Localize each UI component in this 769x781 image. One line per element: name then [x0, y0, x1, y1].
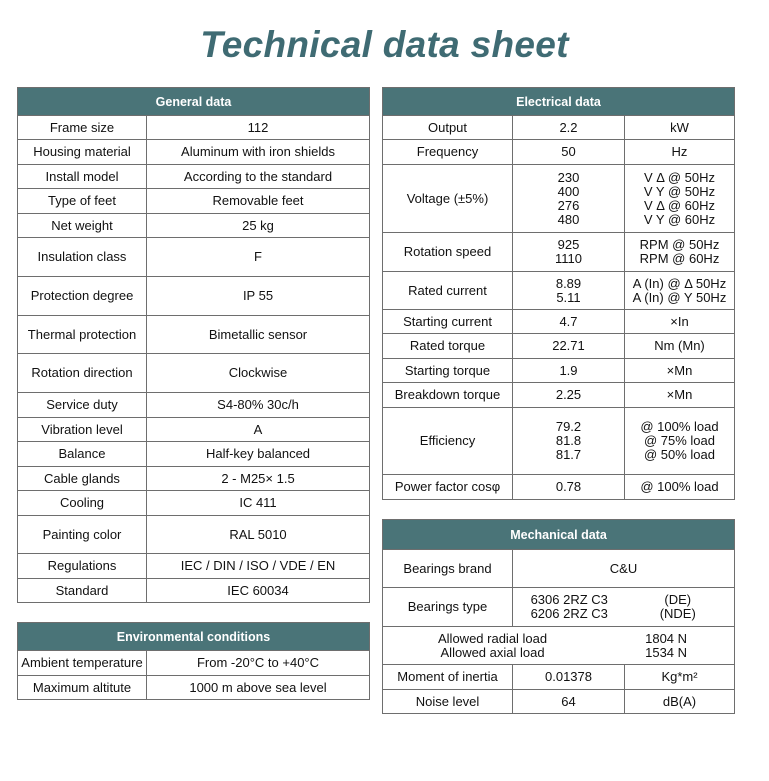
row-label: Type of feet	[18, 189, 147, 214]
table-row	[18, 393, 370, 418]
row-label: Cable glands	[18, 467, 147, 491]
row-label: Efficiency	[383, 408, 513, 475]
row-label: Service duty	[18, 393, 147, 418]
row-label: Moment of inertia	[383, 665, 513, 690]
row-value: 50	[513, 140, 625, 165]
row-values	[513, 272, 625, 310]
bearing-unit: (DE)	[664, 592, 692, 607]
load-label: Allowed radial load	[438, 630, 548, 646]
environmental-header: Environmental conditions	[18, 623, 370, 651]
table-row	[18, 651, 370, 676]
row-unit: Hz	[625, 140, 735, 165]
row-unit: ×Mn	[625, 383, 735, 408]
general-data-header: General data	[18, 88, 370, 116]
row-label: Bearings brand	[383, 550, 513, 588]
row-label: Insulation class	[18, 238, 147, 277]
speed-unit: RPM @ 60Hz	[639, 251, 720, 266]
mechanical-data-table	[382, 519, 735, 714]
bearing-value: 6206 2RZ C3	[530, 606, 608, 621]
row-value: From -20°C to +40°C	[147, 651, 370, 676]
row-units	[625, 233, 735, 272]
efficiency-unit: @ 75% load	[643, 433, 716, 448]
row-values	[513, 588, 735, 627]
row-label: Regulations	[18, 554, 147, 579]
row-value: Removable feet	[147, 189, 370, 214]
row-label: Rotation speed	[383, 233, 513, 272]
electrical-data-header: Electrical data	[383, 88, 735, 116]
row-value: 1.9	[513, 359, 625, 383]
load-value: 1534 N	[645, 644, 688, 660]
table-row	[18, 189, 370, 214]
load-value: 1804 N	[645, 630, 688, 646]
row-value: 64	[513, 690, 625, 714]
row-label: Rated current	[383, 272, 513, 310]
row-label: Ambient temperature	[18, 651, 147, 676]
row-value: Half-key balanced	[147, 442, 370, 467]
table-row	[18, 516, 370, 554]
row-value: According to the standard	[147, 165, 370, 189]
voltage-unit: V Δ @ 50Hz	[643, 169, 716, 185]
row-value: IEC / DIN / ISO / VDE / EN	[147, 554, 370, 579]
general-data-table	[17, 87, 370, 603]
row-label: Rotation direction	[18, 354, 147, 393]
table-row	[18, 116, 370, 140]
row-value: 2 - M25× 1.5	[147, 467, 370, 491]
row-label: Starting torque	[383, 359, 513, 383]
row-label: Rated torque	[383, 334, 513, 359]
voltage-unit: V Y @ 60Hz	[643, 211, 716, 227]
row-label: Starting current	[383, 310, 513, 334]
row-label: Housing material	[18, 140, 147, 165]
table-row	[18, 676, 370, 700]
row-label: Net weight	[18, 214, 147, 238]
row-label: Frame size	[18, 116, 147, 140]
row-value: 0.01378	[513, 665, 625, 690]
current-unit: A (In) @ Y 50Hz	[632, 289, 727, 305]
row-label: Bearings type	[383, 588, 513, 627]
table-row	[383, 310, 735, 334]
row-value: IP 55	[147, 277, 370, 316]
row-label: Maximum altitute	[18, 676, 147, 700]
voltage-value: 400	[557, 183, 580, 199]
row-value: C&U	[513, 550, 735, 588]
current-unit: A (In) @ Δ 50Hz	[632, 275, 727, 291]
row-value: 2.25	[513, 383, 625, 408]
row-unit: kW	[625, 116, 735, 140]
row-values	[513, 165, 625, 233]
voltage-unit: V Y @ 50Hz	[643, 183, 716, 199]
row-label: Thermal protection	[18, 316, 147, 354]
row-label: Frequency	[383, 140, 513, 165]
bearing-value: 6306 2RZ C3	[530, 592, 608, 607]
current-value: 8.89	[555, 275, 582, 291]
table-row	[383, 383, 735, 408]
row-value: 1000 m above sea level	[147, 676, 370, 700]
table-row	[383, 116, 735, 140]
row-units	[625, 165, 735, 233]
row-label: Cooling	[18, 491, 147, 516]
row-label: Voltage (±5%)	[383, 165, 513, 233]
row-values	[513, 408, 625, 475]
table-row	[383, 690, 735, 714]
speed-value: 1110	[555, 251, 582, 266]
speed-unit: RPM @ 50Hz	[639, 237, 720, 252]
table-row	[383, 233, 735, 272]
table-row	[18, 579, 370, 603]
load-label: Allowed axial load	[440, 644, 545, 660]
voltage-unit: V Δ @ 60Hz	[643, 197, 716, 213]
row-label: Output	[383, 116, 513, 140]
row-value: RAL 5010	[147, 516, 370, 554]
table-row	[383, 140, 735, 165]
row-label: Breakdown torque	[383, 383, 513, 408]
efficiency-unit: @ 50% load	[643, 447, 716, 462]
efficiency-value: 81.8	[555, 433, 582, 448]
table-row	[18, 277, 370, 316]
table-row	[18, 467, 370, 491]
efficiency-unit: @ 100% load	[640, 419, 719, 434]
table-row	[18, 418, 370, 442]
table-row	[18, 238, 370, 277]
electrical-data-table	[382, 87, 735, 500]
table-row	[18, 140, 370, 165]
voltage-value: 230	[557, 169, 580, 185]
row-label: Protection degree	[18, 277, 147, 316]
row-value: 25 kg	[147, 214, 370, 238]
row-unit: Kg*m²	[625, 665, 735, 690]
efficiency-value: 79.2	[555, 419, 582, 434]
table-row	[18, 316, 370, 354]
row-value: 112	[147, 116, 370, 140]
voltage-value: 480	[557, 211, 580, 227]
table-row	[383, 627, 735, 665]
table-row	[383, 475, 735, 500]
row-value: 22.71	[513, 334, 625, 359]
row-value: A	[147, 418, 370, 442]
table-row	[18, 165, 370, 189]
row-label: Balance	[18, 442, 147, 467]
table-row	[383, 334, 735, 359]
row-unit: @ 100% load	[625, 475, 735, 500]
table-row	[18, 554, 370, 579]
table-row	[383, 359, 735, 383]
row-values	[513, 233, 625, 272]
row-value: Bimetallic sensor	[147, 316, 370, 354]
row-value: Clockwise	[147, 354, 370, 393]
row-value: IEC 60034	[147, 579, 370, 603]
row-value: IC 411	[147, 491, 370, 516]
table-row	[18, 491, 370, 516]
row-value: 2.2	[513, 116, 625, 140]
table-row	[18, 442, 370, 467]
table-row	[383, 408, 735, 475]
row-unit: ×In	[625, 310, 735, 334]
table-row	[383, 665, 735, 690]
row-value: 4.7	[513, 310, 625, 334]
environmental-table	[17, 622, 370, 700]
row-value: Aluminum with iron shields	[147, 140, 370, 165]
row-value: F	[147, 238, 370, 277]
page-title: Technical data sheet	[200, 24, 569, 65]
speed-value: 925	[557, 237, 580, 252]
row-label: Painting color	[18, 516, 147, 554]
row-label: Noise level	[383, 690, 513, 714]
table-row	[18, 214, 370, 238]
row-label: Vibration level	[18, 418, 147, 442]
row-value: 0.78	[513, 475, 625, 500]
mechanical-data-header: Mechanical data	[383, 520, 735, 550]
table-row	[383, 550, 735, 588]
row-unit: ×Mn	[625, 359, 735, 383]
row-unit: Nm (Mn)	[625, 334, 735, 359]
table-row	[383, 588, 735, 627]
table-row	[383, 165, 735, 233]
current-value: 5.11	[556, 289, 581, 305]
table-row	[383, 272, 735, 310]
row-label: Install model	[18, 165, 147, 189]
voltage-value: 276	[557, 197, 580, 213]
row-units	[625, 272, 735, 310]
row-value: S4-80% 30c/h	[147, 393, 370, 418]
loads-cell	[383, 627, 735, 665]
row-units	[625, 408, 735, 475]
efficiency-value: 81.7	[555, 447, 582, 462]
row-unit: dB(A)	[625, 690, 735, 714]
bearing-unit: (NDE)	[659, 606, 696, 621]
row-label: Standard	[18, 579, 147, 603]
table-row	[18, 354, 370, 393]
row-label: Power factor cosφ	[383, 475, 513, 500]
